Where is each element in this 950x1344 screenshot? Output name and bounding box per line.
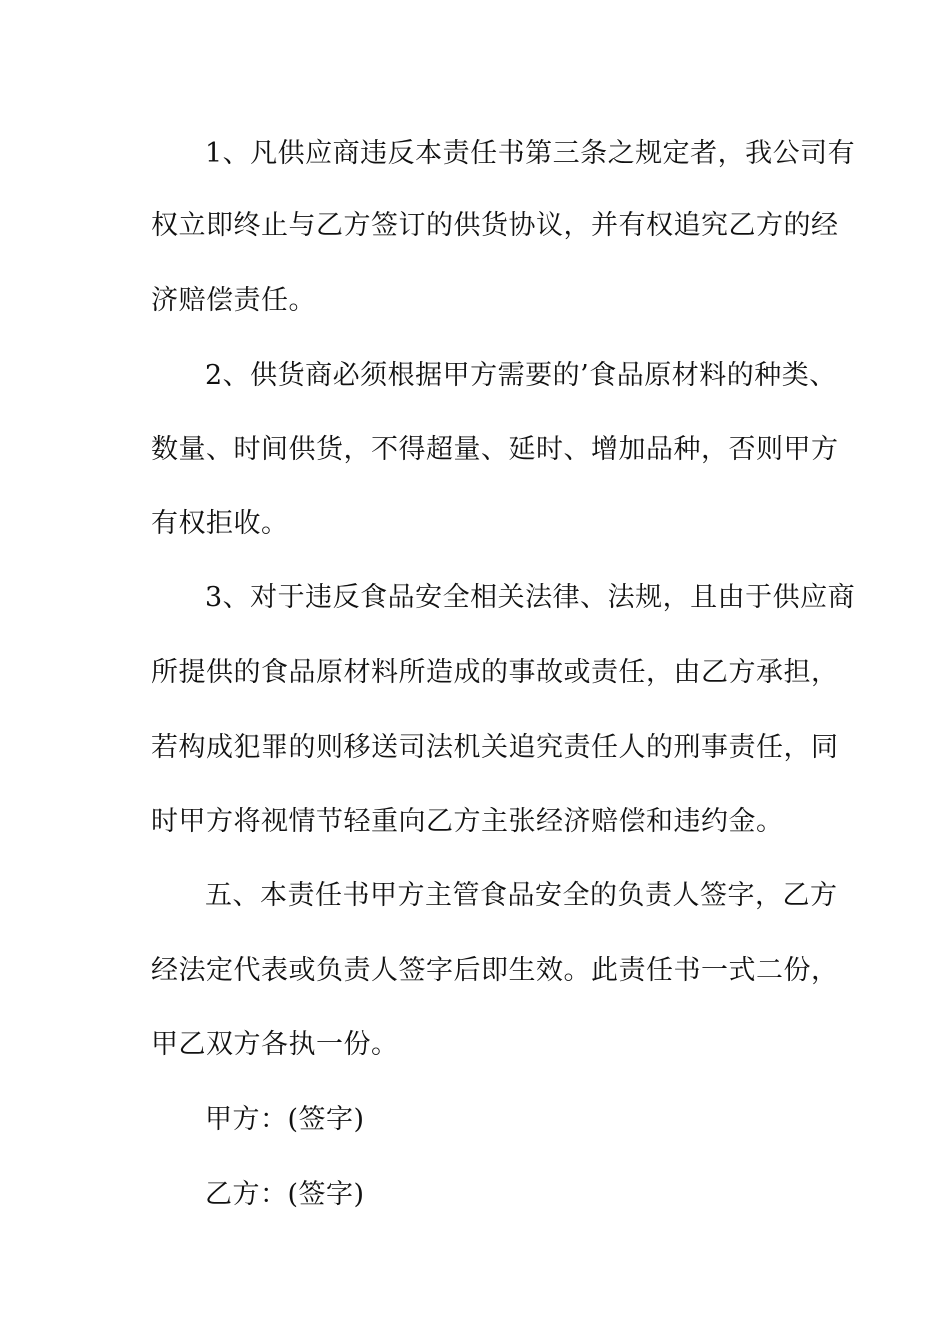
- party-b-signature: 乙方：(签字): [205, 1179, 365, 1210]
- clause-2-line-1: 2、供货商必须根据甲方需要的’食品原材料的种类、: [205, 360, 837, 391]
- clause-1-line-3: 济赔偿责任。: [151, 285, 316, 316]
- clause-2-line-2: 数量、时间供货，不得超量、延时、增加品种，否则甲方: [151, 434, 839, 465]
- section-5-line-1: 五、本责任书甲方主管食品安全的负责人签字，乙方: [205, 880, 838, 911]
- clause-3-line-2: 所提供的食品原材料所造成的事故或责任，由乙方承担，: [151, 657, 839, 688]
- clause-1-line-2: 权立即终止与乙方签订的供货协议，并有权追究乙方的经: [151, 210, 839, 241]
- clause-3-line-1: 3、对于违反食品安全相关法律、法规，且由于供应商: [205, 582, 856, 613]
- clause-3-line-3: 若构成犯罪的则移送司法机关追究责任人的刑事责任，同: [151, 732, 839, 763]
- party-a-signature: 甲方：(签字): [205, 1104, 365, 1135]
- section-5-line-3: 甲乙双方各执一份。: [151, 1029, 399, 1060]
- clause-2-line-3: 有权拒收。: [151, 508, 289, 539]
- clause-3-line-4: 时甲方将视情节轻重向乙方主张经济赔偿和违约金。: [151, 806, 784, 837]
- clause-1-line-1: 1、凡供应商违反本责任书第三条之规定者，我公司有: [205, 138, 856, 169]
- section-5-line-2: 经法定代表或负责人签字后即生效。此责任书一式二份，: [151, 955, 839, 986]
